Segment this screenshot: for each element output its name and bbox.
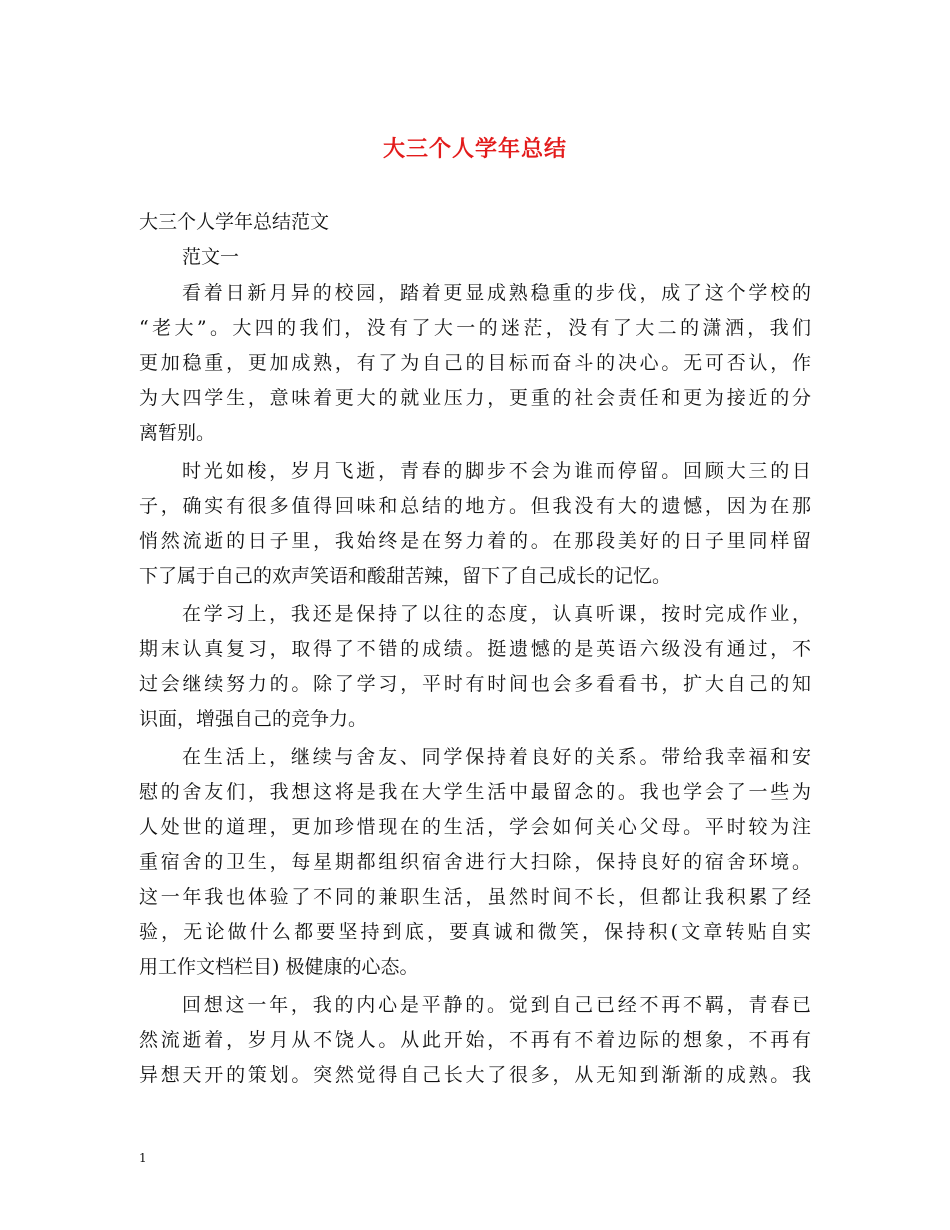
paragraph-line: 悄然流逝的日子里，我始终是在努力着的。在那段美好的日子里同样留: [139, 530, 811, 552]
paragraph-line: 更加稳重，更加成熟，有了为自己的目标而奋斗的决心。无可否认，作: [139, 352, 811, 374]
paragraph-line: 这一年我也体验了不同的兼职生活，虽然时间不长，但都让我积累了经: [139, 886, 811, 908]
paragraph-line: 为大四学生，意味着更大的就业压力，更重的社会责任和更为接近的分: [139, 387, 811, 409]
paragraph-line: 验，无论做什么都要坚持到底，要真诚和微笑，保持积(文章转贴自实: [139, 921, 811, 943]
paragraph-line: 重宿舍的卫生，每星期都组织宿舍进行大扫除，保持良好的宿舍环境。: [139, 851, 811, 873]
page-number: 1: [139, 1151, 147, 1165]
paragraph-line: 在学习上，我还是保持了以往的态度，认真听课，按时完成作业，: [182, 603, 811, 625]
paragraph-line: 离暂别。: [139, 422, 216, 444]
paragraph-line: 时光如梭，岁月飞逝，青春的脚步不会为谁而停留。回顾大三的日: [182, 460, 811, 482]
paragraph-line: 看着日新月异的校园，踏着更显成熟稳重的步伐，成了这个学校的: [182, 282, 811, 304]
paragraph-line: 用工作文档栏目) 极健康的心态。: [139, 956, 419, 978]
paragraph-line: 人处世的道理，更加珍惜现在的生活，学会如何关心父母。平时较为注: [139, 816, 811, 838]
paragraph-line: “老大”。大四的我们，没有了大一的迷茫，没有了大二的潇洒，我们: [139, 317, 811, 339]
paragraph-line: 回想这一年，我的内心是平静的。觉到自己已经不再不羁，青春已: [182, 994, 811, 1016]
paragraph-line: 识面，增强自己的竞争力。: [139, 708, 368, 730]
paragraph-line: 然流逝着，岁月从不饶人。从此开始，不再有不着边际的想象，不再有: [139, 1029, 811, 1051]
document-subtitle: 大三个人学年总结范文: [139, 211, 330, 233]
paragraph-line: 子，确实有很多值得回味和总结的地方。但我没有大的遗憾，因为在那: [139, 495, 811, 517]
paragraph-line: 在生活上，继续与舍友、同学保持着良好的关系。带给我幸福和安: [182, 746, 811, 768]
paragraph-line: 过会继续努力的。除了学习，平时有时间也会多看看书，扩大自己的知: [139, 673, 811, 695]
paragraph-line: 下了属于自己的欢声笑语和酸甜苦辣，留下了自己成长的记忆。: [139, 565, 672, 587]
paragraph-line: 慰的舍友们，我想这将是我在大学生活中最留念的。我也学会了一些为: [139, 781, 811, 803]
section-heading: 范文一: [182, 246, 240, 268]
paragraph-line: 期末认真复习，取得了不错的成绩。挺遗憾的是英语六级没有通过，不: [139, 638, 811, 660]
document-title: 大三个人学年总结: [382, 136, 567, 162]
paragraph-line: 异想天开的策划。突然觉得自己长大了很多，从无知到渐渐的成熟。我: [139, 1064, 811, 1086]
